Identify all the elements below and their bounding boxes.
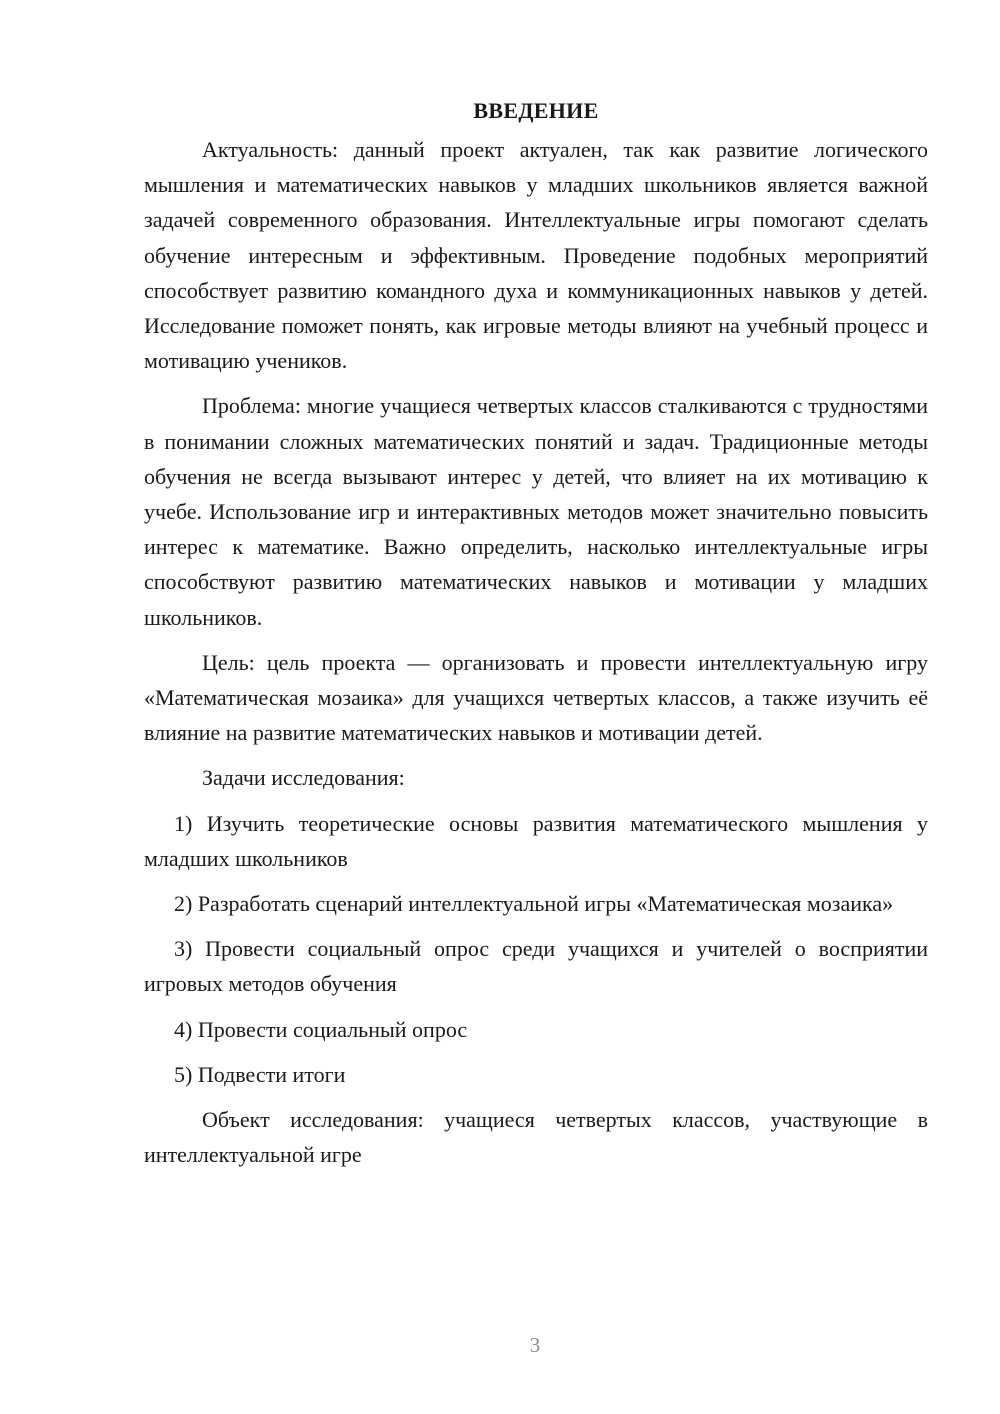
page-title: ВВЕДЕНИЕ [473,98,599,123]
paragraph-object: Объект исследования: учащиеся четвертых классов, участвующие в интеллектуальной игре [144,1107,928,1168]
task-item-2: 2) Разработать сценарий интеллектуальной игры «Математическая мозаика» [174,891,894,917]
paragraph-relevance: Актуальность: данный проект актуален, так как развитие логического мышления и математических навыков у младших школьников является важной задачей современного образования. Интеллектуальные игры помогают сделать обучение интересным и эффективным. Проведение подобных мероприятий способствует развитию командного духа и коммуникационных навыков у детей. Исследование поможет понять, как игровые методы влияют на учебный процесс и мотивацию учеников. [144,137,928,374]
task-item-1: 1) Изучить теоретические основы развития математического мышления у младших школьников [144,810,928,871]
task-item-5: 5) Подвести итоги [174,1061,346,1087]
task-item-3: 3) Провести социальный опрос среди учащихся и учителей о восприятии игровых методов обучения [144,936,928,997]
paragraph-problem: Проблема: многие учащиеся четвертых классов сталкиваются с трудностями в понимании сложных математических понятий и задач. Традиционные методы обучения не всегда вызывают интерес у детей, что влияет на их мотивацию к учебе. Использование игр и интерактивных методов может значительно повысить интерес к математике. Важно определить, насколько интеллектуальные игры способствуют развитию математических навыков и мотивации у младших школьников. [144,393,928,630]
document-page [144,96,928,1182]
task-item-4: 4) Провести социальный опрос [174,1016,468,1042]
tasks-title: Задачи исследования: [202,765,405,791]
page-number: 3 [529,1333,541,1357]
paragraph-goal: Цель: цель проекта — организовать и провести интеллектуальную игру «Математическая мозаика» для учащихся четвертых классов, а также изучить её влияние на развитие математических навыков и мотивации детей. [144,649,928,746]
